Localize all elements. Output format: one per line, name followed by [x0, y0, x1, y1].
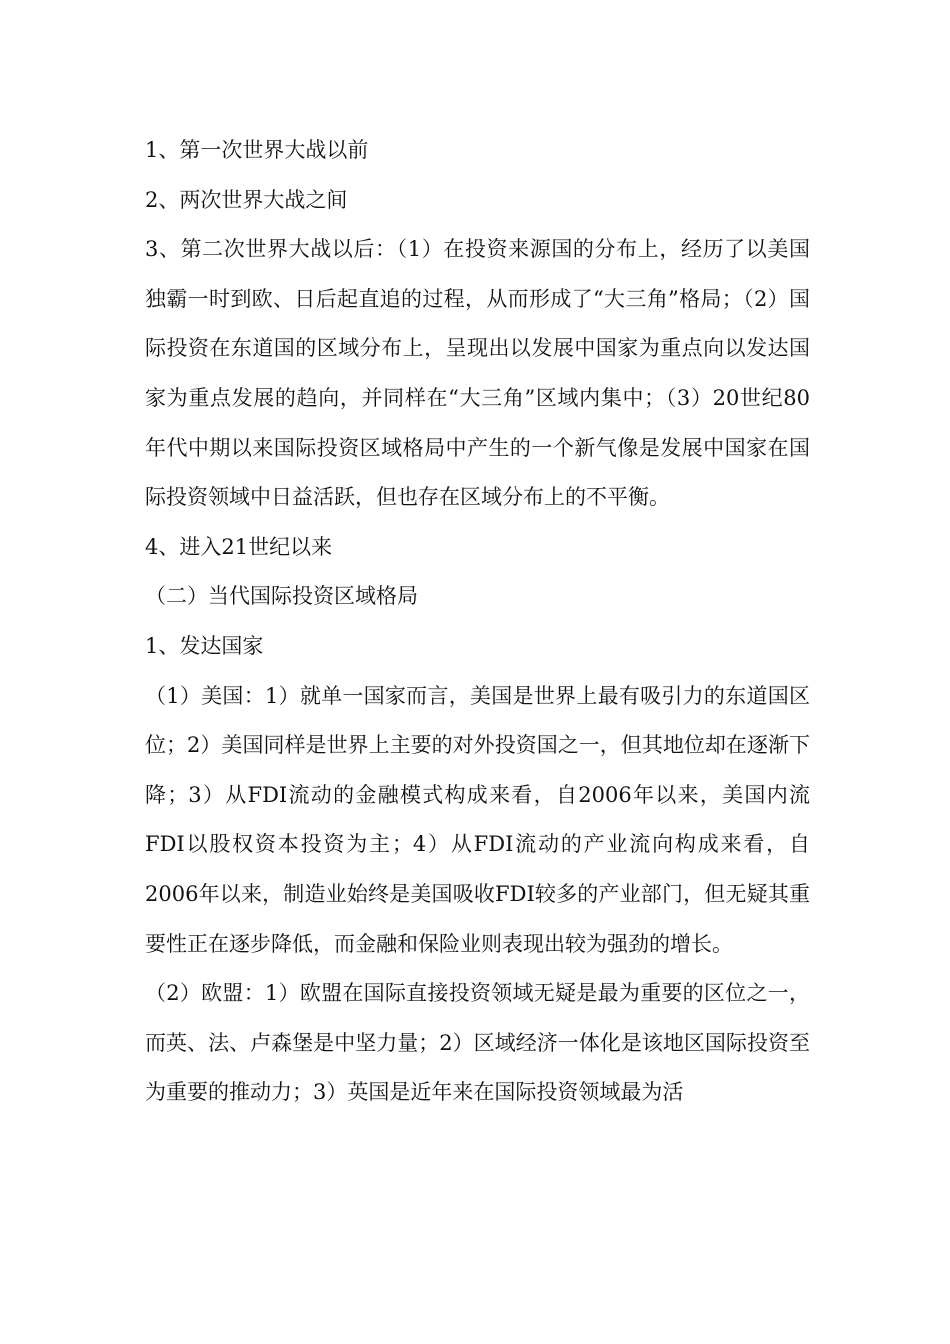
paragraph-21st-century: 4、进入21世纪以来 [145, 534, 333, 559]
subheading-developed-countries: 1、发达国家 [145, 633, 264, 658]
section-heading-regional-pattern: （二）当代国际投资区域格局 [145, 584, 418, 609]
paragraph-pre-wwi: 1、第一次世界大战以前 [145, 138, 369, 162]
paragraph-post-wwii: 3、第二次世界大战以后：（1）在投资来源国的分布上，经历了以美国独霸一时到欧、日后起直追的过程，从而形成了“大三角”格局；（2）国际投资在东道国的区域分布上，呈现出以发展中国家为重点向以发达国家为重点发展的趋向，并同样在“大三角”区域内集中；（3）20世纪80年代中期以来国际投资区域格局中产生的一个新气像是发展中国家在国际投资领域中日益活跃，但也存在区域分布上的不平衡。 [145, 237, 810, 510]
document-body [145, 126, 810, 1118]
paragraph-interwar: 2、两次世界大战之间 [145, 187, 348, 212]
paragraph-eu: （2）欧盟：1）欧盟在国际直接投资领域无疑是最为重要的区位之一，而英、法、卢森堡是中坚力量；2）区域经济一体化是该地区国际投资至为重要的推动力；3）英国是近年来在国际投资领域最为活 [145, 981, 810, 1105]
paragraph-usa: （1）美国：1）就单一国家而言，美国是世界上最有吸引力的东道国区位；2）美国同样是世界上主要的对外投资国之一，但其地位却在逐渐下降；3）从FDI流动的金融模式构成来看，自2006年以来，美国内流FDI以股权资本投资为主；4）从FDI流动的产业流向构成来看，自2006年以来，制造业始终是美国吸收FDI较多的产业部门，但无疑其重要性正在逐步降低，而金融和保险业则表现出较为强劲的增长。 [145, 683, 810, 956]
